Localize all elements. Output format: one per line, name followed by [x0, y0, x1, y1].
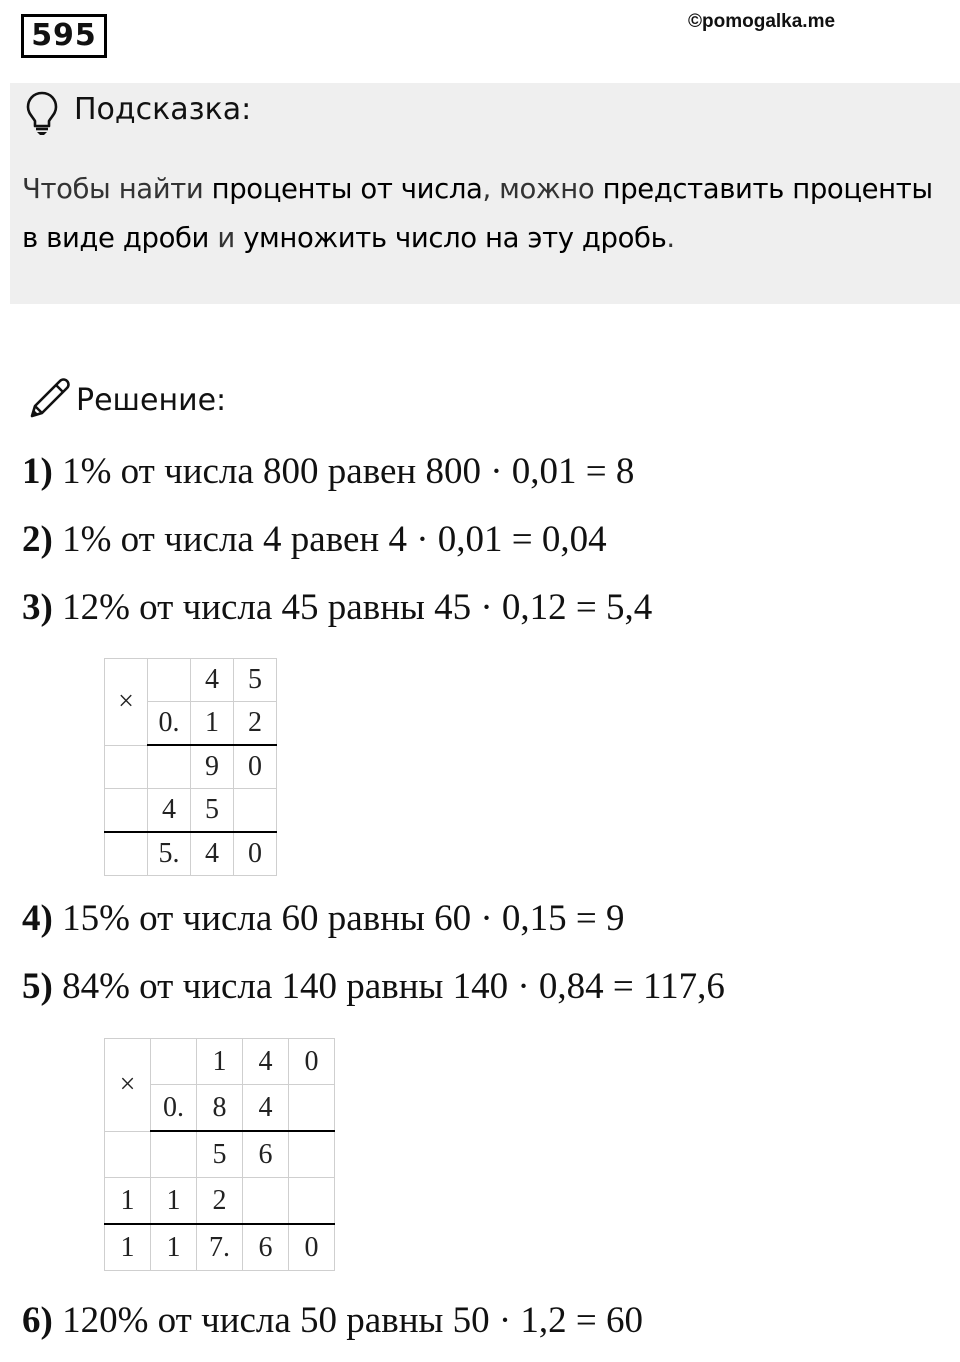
hint-title: Подсказка: [74, 92, 252, 127]
grid-cell: 0 [234, 745, 277, 789]
grid-cell: 1 [151, 1224, 197, 1271]
grid-cell: 5 [191, 789, 234, 833]
hint-key-phrase: умножить число на эту дробь [243, 222, 667, 254]
column-multiplication-grid [104, 1038, 335, 1271]
grid-cell: 0 [289, 1224, 335, 1271]
grid-cell: 1 [151, 1178, 197, 1225]
grid-cell: 0. [151, 1085, 197, 1132]
grid-cell: 5. [148, 832, 191, 876]
grid-cell: 5 [234, 659, 277, 702]
grid-cell: 4 [243, 1085, 289, 1132]
grid-cell: 2 [197, 1178, 243, 1225]
grid-cell [243, 1178, 289, 1225]
hint-key-phrase: представить проценты в виде дроби [22, 173, 933, 254]
grid-cell: 1 [191, 702, 234, 746]
grid-cell [151, 1039, 197, 1085]
grid-cell: 1 [105, 1178, 151, 1225]
solution-step: 1) 1% от числа 800 равен 800 · 0,01 = 8 [22, 451, 635, 492]
pencil-icon [26, 376, 72, 422]
grid-cell: 4 [191, 659, 234, 702]
grid-cell [105, 745, 148, 789]
grid-cell: 1 [197, 1039, 243, 1085]
grid-cell: 8 [197, 1085, 243, 1132]
grid-cell: 2 [234, 702, 277, 746]
grid-cell: 7. [197, 1224, 243, 1271]
grid-cell: 4 [148, 789, 191, 833]
solution-step: 6) 120% от числа 50 равны 50 · 1,2 = 60 [22, 1300, 644, 1341]
grid-cell: 6 [243, 1224, 289, 1271]
solution-title: Решение: [76, 383, 227, 418]
solution-step: 5) 84% от числа 140 равны 140 · 0,84 = 117,6 [22, 966, 725, 1007]
solution-step: 4) 15% от числа 60 равны 60 · 0,15 = 9 [22, 898, 625, 939]
grid-cell [148, 745, 191, 789]
column-multiplication-grid [104, 658, 277, 876]
grid-cell [151, 1131, 197, 1178]
grid-cell [289, 1178, 335, 1225]
grid-cell: 0 [289, 1039, 335, 1085]
grid-cell [234, 789, 277, 833]
hint-key-phrase: проценты от числа [211, 173, 483, 205]
times-sign: × [105, 1039, 151, 1132]
grid-cell [105, 1131, 151, 1178]
solution-step: 3) 12% от числа 45 равны 45 · 0,12 = 5,4 [22, 587, 653, 628]
grid-cell [105, 832, 148, 876]
grid-cell: 1 [105, 1224, 151, 1271]
copyright: ©pomogalka.me [688, 11, 836, 32]
hint-text: Чтобы найти проценты от числа, можно представить проценты в виде дроби и умножить число на эту дробь. [22, 173, 933, 254]
grid-cell: 6 [243, 1131, 289, 1178]
grid-cell [105, 789, 148, 833]
grid-cell [148, 659, 191, 702]
grid-cell [289, 1131, 335, 1178]
lightbulb-icon [24, 90, 60, 136]
grid-cell: 0. [148, 702, 191, 746]
grid-cell: 0 [234, 832, 277, 876]
grid-cell: 4 [243, 1039, 289, 1085]
times-sign: × [105, 659, 148, 746]
solution-step: 2) 1% от числа 4 равен 4 · 0,01 = 0,04 [22, 519, 607, 560]
grid-cell [289, 1085, 335, 1132]
grid-cell: 5 [197, 1131, 243, 1178]
task-number: 595 [21, 14, 107, 58]
grid-cell: 9 [191, 745, 234, 789]
grid-cell: 4 [191, 832, 234, 876]
